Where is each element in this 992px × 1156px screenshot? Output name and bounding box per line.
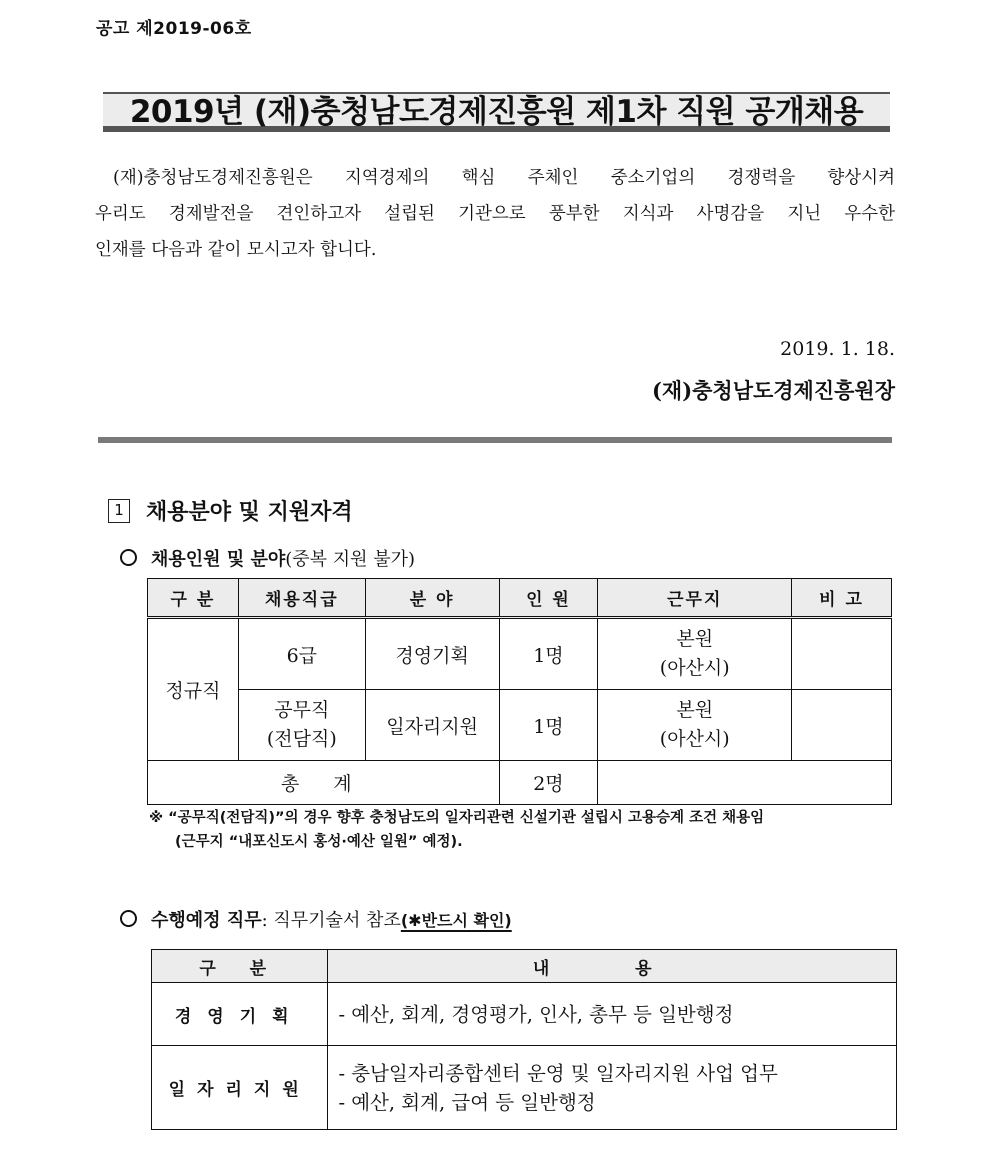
issuer: (재)충청남도경제진흥원장 <box>651 378 895 403</box>
total-count-cell: 2명 <box>499 761 598 805</box>
duty-content-cell <box>328 1046 897 1130</box>
header-cell: 구 분 <box>152 950 328 983</box>
place-line: 본원 <box>676 628 714 650</box>
place-cell <box>598 618 792 690</box>
grade-line: (전담직) <box>266 728 337 750</box>
grade-line: 공무직 <box>274 699 330 721</box>
grade-cell: 6급 <box>238 618 365 690</box>
duty-line: - 예산, 회계, 급여 등 일반행정 <box>338 1090 596 1114</box>
place-line: 본원 <box>676 699 714 721</box>
duty-content-cell <box>328 983 897 1046</box>
table-row <box>152 983 897 1046</box>
subheading-bold: 채용인원 및 분야 <box>151 549 286 570</box>
table-header-row <box>152 950 897 983</box>
footnote-line: ※ “공무직(전담직)”의 경우 향후 충청남도의 일자리관련 신설기관 설립시 고용승계 조건 채용임 <box>149 810 765 826</box>
duty-name-cell: 일자리지원 <box>152 1046 328 1130</box>
header-cell: 채용직급 <box>238 579 365 618</box>
intro-paragraph <box>95 160 895 268</box>
field-cell: 일자리지원 <box>365 690 499 761</box>
subheading-duties <box>120 906 512 932</box>
table-row <box>148 618 892 690</box>
place-cell <box>598 690 792 761</box>
duties-table <box>151 949 897 1130</box>
footnote-line: (근무지 “내포신도시 홍성·예산 일원” 예정). <box>175 834 463 850</box>
total-label-cell: 총 계 <box>148 761 500 805</box>
intro-line: 인재를 다음과 같이 모시고자 합니다. <box>95 240 377 260</box>
duty-line: - 충남일자리종합센터 운영 및 일자리지원 사업 업무 <box>338 1061 778 1085</box>
place-line: (아산시) <box>659 728 730 750</box>
table-row <box>152 1046 897 1130</box>
count-cell: 1명 <box>499 618 598 690</box>
notice-number: 공고 제2019-06호 <box>96 19 252 39</box>
subheading-positions <box>120 545 415 571</box>
footnote <box>149 806 897 854</box>
place-line: (아산시) <box>659 657 730 679</box>
intro-line: (재)충청남도경제진흥원은 지역경제의 핵심 주체인 중소기업의 경쟁력을 향상시켜 <box>113 168 895 188</box>
duty-line: - 예산, 회계, 경영평가, 인사, 총무 등 일반행정 <box>338 1002 734 1026</box>
group-label-cell: 정규직 <box>148 618 239 761</box>
note-cell <box>792 690 892 761</box>
grade-cell <box>238 690 365 761</box>
field-cell: 경영기획 <box>365 618 499 690</box>
subheading-rest: (중복 지원 불가) <box>285 549 416 570</box>
circle-bullet-icon <box>120 549 137 566</box>
header-cell: 분 야 <box>365 579 499 618</box>
section-title: 채용분야 및 지원자격 <box>146 500 353 525</box>
header-cell: 비 고 <box>792 579 892 618</box>
positions-table <box>147 578 892 805</box>
subheading-emphasis: (✱반드시 확인) <box>400 911 512 930</box>
count-cell: 1명 <box>499 690 598 761</box>
subheading-rest: : 직무기술서 참조 <box>261 910 401 931</box>
header-cell: 구 분 <box>148 579 239 618</box>
header-cell: 근무지 <box>598 579 792 618</box>
circle-bullet-icon <box>120 910 137 927</box>
total-row <box>148 761 892 805</box>
divider <box>98 437 892 443</box>
total-empty-cell <box>598 761 892 805</box>
table-header-row <box>148 579 892 618</box>
header-cell: 내 용 <box>328 950 897 983</box>
table-row <box>148 690 892 761</box>
intro-line: 우리도 경제발전을 견인하고자 설립된 기관으로 풍부한 지식과 사명감을 지닌 우수한 <box>95 204 895 224</box>
document-title: 2019년 (재)충청남도경제진흥원 제1차 직원 공개채용 <box>129 94 864 130</box>
duty-name-cell: 경영기획 <box>152 983 328 1046</box>
section-number-box: 1 <box>108 499 130 523</box>
note-cell <box>792 618 892 690</box>
issue-date: 2019. 1. 18. <box>780 338 895 360</box>
subheading-bold: 수행예정 직무 <box>151 910 262 931</box>
header-cell: 인 원 <box>499 579 598 618</box>
